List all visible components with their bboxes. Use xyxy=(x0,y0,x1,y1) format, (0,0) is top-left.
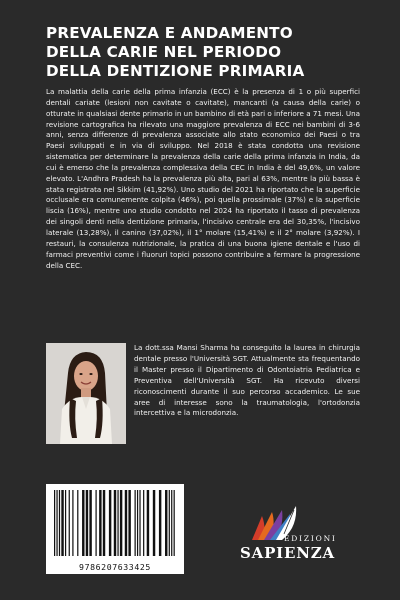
barcode-bar xyxy=(69,490,70,556)
barcode-bar xyxy=(174,490,175,556)
barcode-bar xyxy=(56,490,57,556)
barcode-bar xyxy=(135,490,136,556)
barcode-bar xyxy=(153,490,155,556)
synopsis-text: La malattia della carie della prima infanzia (ECC) è la presenza di 1 o più superfici dentali cariate (lesioni non cavitate o cavitate), mancanti (a causa della carie) o otturate in qualsiasi dente primario in un bambino di età pari o inferiore a 71 mesi. Una revisione cartografica ha rilevato una maggiore prevalenza di ECC nei bambini di 3-6 anni, senza differenze di prevalenza associate allo stato economico dei Paesi o tra Paesi sviluppati e in via di sviluppo. Nel 2018 è stata condotta una revisione sistematica per determinare la prevalenza della carie della prima infanzia in India, da cui è emerso che la prevalenza complessiva della CEC in India è del 49,6%, un valore elevato. L'Andhra Pradesh ha la prevalenza più alta, pari al 63%, mentre la più bassa è stata registrata nel Sikkim (41,92%). Uno studio del 2021 ha riportato che la superficie occlusale era comunemente colpita (46%), poi quella prossimale (37%) e la superficie liscia (16%), mentre uno studio condotto nel 2024 ha riportato il tasso di prevalenza dei singoli denti nella dentizione primaria, l'incisivo centrale era del 30,35%, l'incisivo laterale (13,28%), il canino (37,02%), il 1° molare (15,41%) e il 2° molare (3,92%). I restauri, la consulenza nutrizionale, la pratica di una buona igiene dentale e l'uso di farmaci preventivi come i fluoruri topici possono contribuire a fermare la progressione della CEC. xyxy=(46,87,360,270)
barcode-bar xyxy=(77,490,78,556)
barcode-bar xyxy=(103,490,105,556)
title-line-2: DELLA CARIE NEL PERIODO xyxy=(46,43,282,61)
barcode-bar xyxy=(120,490,122,556)
barcode-bars xyxy=(46,484,184,562)
barcode-bar xyxy=(72,490,73,556)
barcode-bar xyxy=(128,490,130,556)
title-line-3: DELLA DENTIZIONE PRIMARIA xyxy=(46,62,305,80)
barcode-bar xyxy=(125,490,127,556)
barcode-bar xyxy=(99,490,101,556)
book-title xyxy=(46,24,366,81)
barcode-bar xyxy=(65,490,66,556)
barcode-bar xyxy=(159,490,161,556)
publisher-logo xyxy=(234,504,364,584)
barcode-bar xyxy=(143,490,144,556)
title-line-1: PREVALENZA E ANDAMENTO xyxy=(46,24,293,42)
barcode-bar xyxy=(109,490,111,556)
barcode-bar xyxy=(169,490,170,556)
barcode-bar xyxy=(147,490,149,556)
barcode-bar xyxy=(61,490,63,556)
barcode-bar xyxy=(114,490,116,556)
barcode-bar xyxy=(86,490,88,556)
barcode-bar xyxy=(89,490,91,556)
barcode-bar xyxy=(117,490,118,556)
isbn-number: 9786207633425 xyxy=(79,562,151,572)
publisher-name: SAPIENZA xyxy=(240,544,335,562)
barcode-bar xyxy=(137,490,138,556)
barcode-bar xyxy=(54,490,55,556)
barcode-bar xyxy=(171,490,172,556)
barcode-bar xyxy=(139,490,140,556)
barcode-bar xyxy=(82,490,84,556)
author-photo xyxy=(46,343,126,444)
barcode-bar xyxy=(95,490,96,556)
barcode-bar xyxy=(59,490,60,556)
author-bio: La dott.ssa Mansi Sharma ha conseguito la laurea in chirurgia dentale presso l'Università SGT. Attualmente sta frequentando il Master presso il Dipartimento di Odontoiatria Pediatrica e Preventiva dell'Università SGT. Ha ricevuto diversi riconoscimenti durante il suo percorso accademico. Le sue aree di interesse sono la traumatologia, l'ortodonzia intercettiva e la microdonzia. xyxy=(134,343,360,418)
author-portrait-illustration xyxy=(46,343,126,444)
barcode-bar xyxy=(165,490,167,556)
isbn-barcode xyxy=(46,484,184,574)
publisher-prefix: EDIZIONI xyxy=(284,534,337,543)
